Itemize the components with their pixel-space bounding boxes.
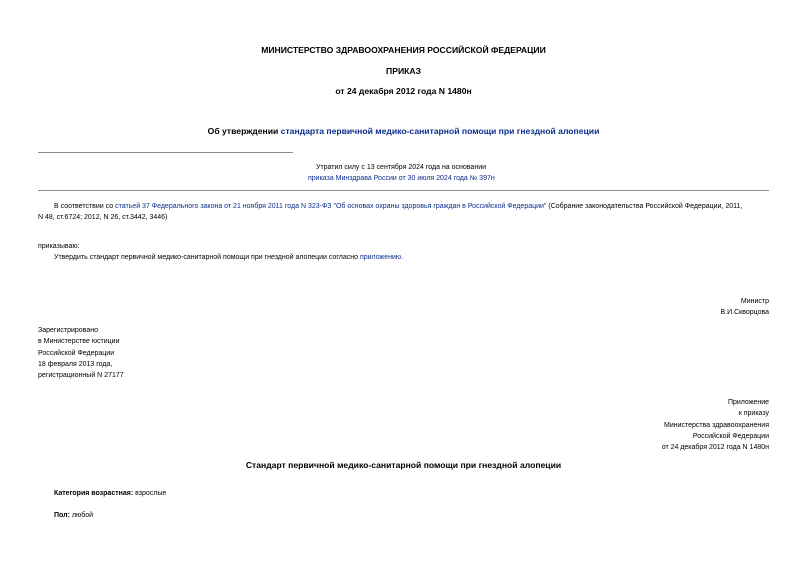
registration-line: регистрационный N 27177 (38, 372, 124, 380)
preamble-line-1 (54, 201, 742, 212)
sex-field (54, 512, 93, 519)
approve-end: . (401, 254, 404, 261)
appendix-line: к приказу (738, 410, 769, 418)
ministry-heading: МИНИСТЕРСТВО ЗДРАВООХРАНЕНИЯ РОССИЙСКОЙ ФЕДЕРАЦИИ (261, 45, 546, 55)
revocation-notice (316, 164, 486, 171)
standard-title: Стандарт первичной медико-санитарной помощи при гнездной алопеции (245, 460, 562, 470)
signature-position: Министр (740, 298, 769, 305)
age-category (54, 490, 166, 497)
age-category-value: взрослые (133, 490, 167, 497)
preamble-line-2 (38, 212, 167, 223)
signature-name: В.И.Скворцова (720, 309, 769, 317)
preamble-citation: N 48, ст.6724; 2012, N 26, ст.3442, 3446) (38, 214, 168, 221)
sex-value: любой (69, 512, 94, 519)
registration-line: Зарегистрировано (38, 327, 98, 334)
age-category-label: Категория возрастная: (54, 490, 134, 497)
revocation-order-link[interactable]: приказа Минздрава России от 30 июля 2024 года № 397н (308, 175, 495, 182)
appendix-line: Российской Федерации (692, 432, 769, 440)
title-prefix: Об утверждении (207, 126, 281, 136)
doc-type-heading: ПРИКАЗ (386, 66, 421, 76)
appendix-line: Приложение (727, 399, 769, 406)
appendix-line: Министерства здравоохранения (664, 421, 769, 429)
notice-line: Утратил силу с 13 сентября 2024 года на основании (316, 164, 487, 171)
preamble-text-cont: (Собрание законодательства Российской Федерации, 2011, (546, 203, 743, 210)
document-title (0, 126, 807, 136)
appendix-link[interactable]: приложению (359, 254, 402, 261)
law-article-link[interactable]: статьей 37 Федерального закона от 21 ноября 2011 года N 323-ФЗ "Об основах охраны здоровья граждан в Российской Федерации" (115, 203, 547, 210)
approve-paragraph (54, 254, 403, 261)
sex-label: Пол: (54, 512, 70, 519)
preamble-text: В соответствии со (54, 203, 116, 210)
registration-block (38, 325, 124, 381)
registration-line: в Министерстве юстиции (38, 338, 120, 346)
date-number-heading: от 24 декабря 2012 года N 1480н (335, 86, 472, 96)
signature-block (721, 296, 770, 319)
revocation-link-wrap (308, 175, 495, 182)
divider-full (38, 190, 769, 191)
registration-line: Российской Федерации (38, 349, 115, 357)
registration-line: 18 февраля 2013 года, (38, 360, 113, 368)
approve-text: Утвердить стандарт первичной медико-санитарной помощи при гнездной алопеции согласно (54, 254, 360, 261)
prikazyvayu-text: приказываю: (38, 243, 80, 250)
divider-short (38, 152, 293, 153)
standard-link[interactable]: стандарта первичной медико-санитарной помощи при гнездной алопеции (280, 126, 600, 136)
appendix-block (662, 397, 769, 453)
appendix-line: от 24 декабря 2012 года N 1480н (661, 444, 769, 452)
